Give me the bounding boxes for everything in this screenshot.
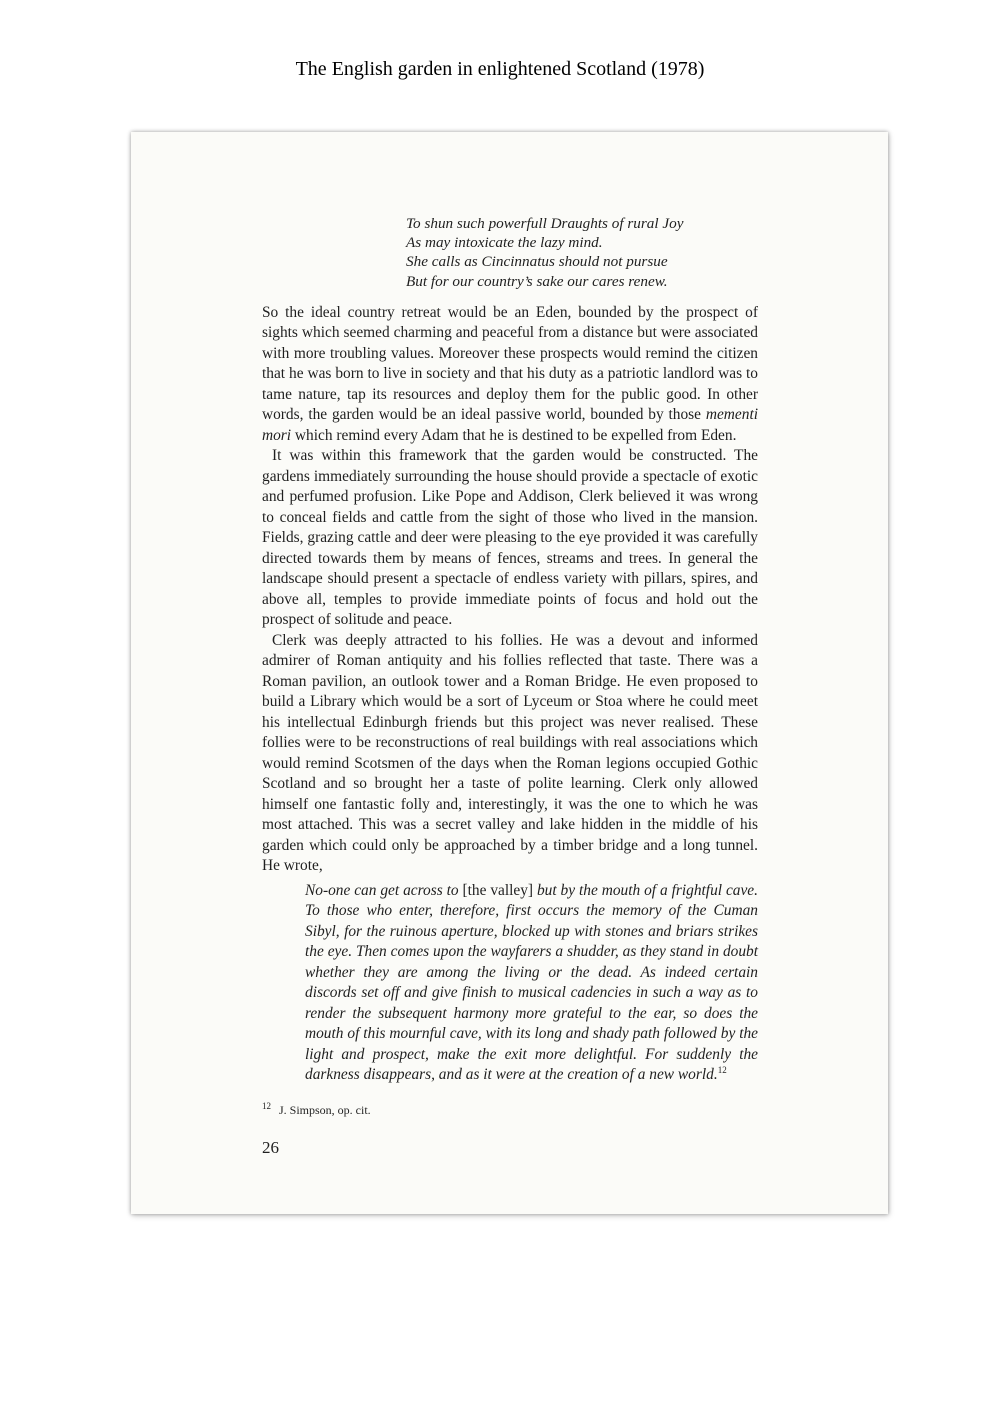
scanned-page [131,132,888,1214]
paragraph-garden-framework: It was within this framework that the garden would be constructed. The gardens immediately surrounding the house should provide a spectacle of exotic and perfumed profusion. Like Pope and Addison, Clerk believed it was wrong to conceal fields and cattle from the sight of those who lived in the mansion. Fields, grazing cattle and deer were pleasing to the eye provided it was carefully directed towards them by means of fences, streams and trees. In general the landscape should present a spectacle of endless variety with pillars, spires, and above all, temples to provide immediate points of focus and hold out the prospect of solitude and peace. [262,447,758,629]
document-header: The English garden in enlightened Scotland (1978) [295,58,705,80]
paragraph-text: which remind every Adam that he is destined to be expelled from Eden. [291,426,737,444]
emphasis-mementi-mori: mementi mori [262,406,758,444]
page-number: 26 [262,1137,279,1157]
verse-quotation [406,214,758,291]
verse-line: She calls as Cincinnatus should not pursue [406,253,668,271]
footnote-number: 12 [262,1100,271,1111]
quote-text: No-one can get across to [305,881,463,899]
quote-text: but by the mouth of a frightful cave. To those who enter, therefore, first occurs the memory of the Cuman Sibyl, for the ruinous aperture, blocked up with stones and briars strikes the eye. Then comes upon the wayfarers a shudder, as they stand in doubt whether they are among the living or the dead. As indeed certain discords set off and give finish to musical cadencies in such a way as to render the subsequent harmony more grateful to the ear, so does the mouth of this mournful cave, with its long and shady path followed by the light and prospect, make the exit more delightful. For suddenly the darkness disappears, and as it were at the creation of a new world. [305,881,758,1084]
verse-line: To shun such powerfull Draughts of rural Joy [406,215,684,232]
paragraph-text: So the ideal country retreat would be an Eden, bounded by the prospect of sights which seemed charming and peaceful from a distance but were associated with more troubling values. Moreover these prospects would remind the citizen that he was born to live in society and that his duty as a patriotic landlord was to tame nature, tap its resources and deploy them for the public good. In other words, the garden would be an ideal passive world, bounded by those [262,303,758,424]
quote-bracket-insertion: [the valley] [462,881,534,899]
page-content [262,214,758,1158]
block-quotation [305,881,758,1086]
paragraph-follies: Clerk was deeply attracted to his follies. He was a devout and informed admirer of Roman antiquity and his follies reflected that taste. There was a Roman pavilion, an outlook tower and a Roman Bridge. He even proposed to build a Library which would be a sort of Lyceum or Stoa where he could meet his intellectual Edinburgh friends but this project was never realised. These follies were to be reconstructions of real buildings with real associations which would remind Scotsmen of the days when the Roman legions occupied Gothic Scotland and so brought her a taste of polite learning. Clerk only allowed himself one fantastic folly and, interestingly, it was the one to which he was most attached. This was a secret valley and lake hidden in the middle of his garden which could only be approached by a timber bridge and a long tunnel. He wrote, [262,631,758,875]
paragraph-ideal-retreat [262,303,758,447]
verse-line: But for our country’s sake our cares renew. [406,272,668,290]
footnote-text: J. Simpson, op. cit. [279,1102,371,1117]
footnote-reference: 12 [717,1065,727,1076]
verse-line: As may intoxicate the lazy mind. [406,234,603,252]
footnote [262,1102,758,1118]
